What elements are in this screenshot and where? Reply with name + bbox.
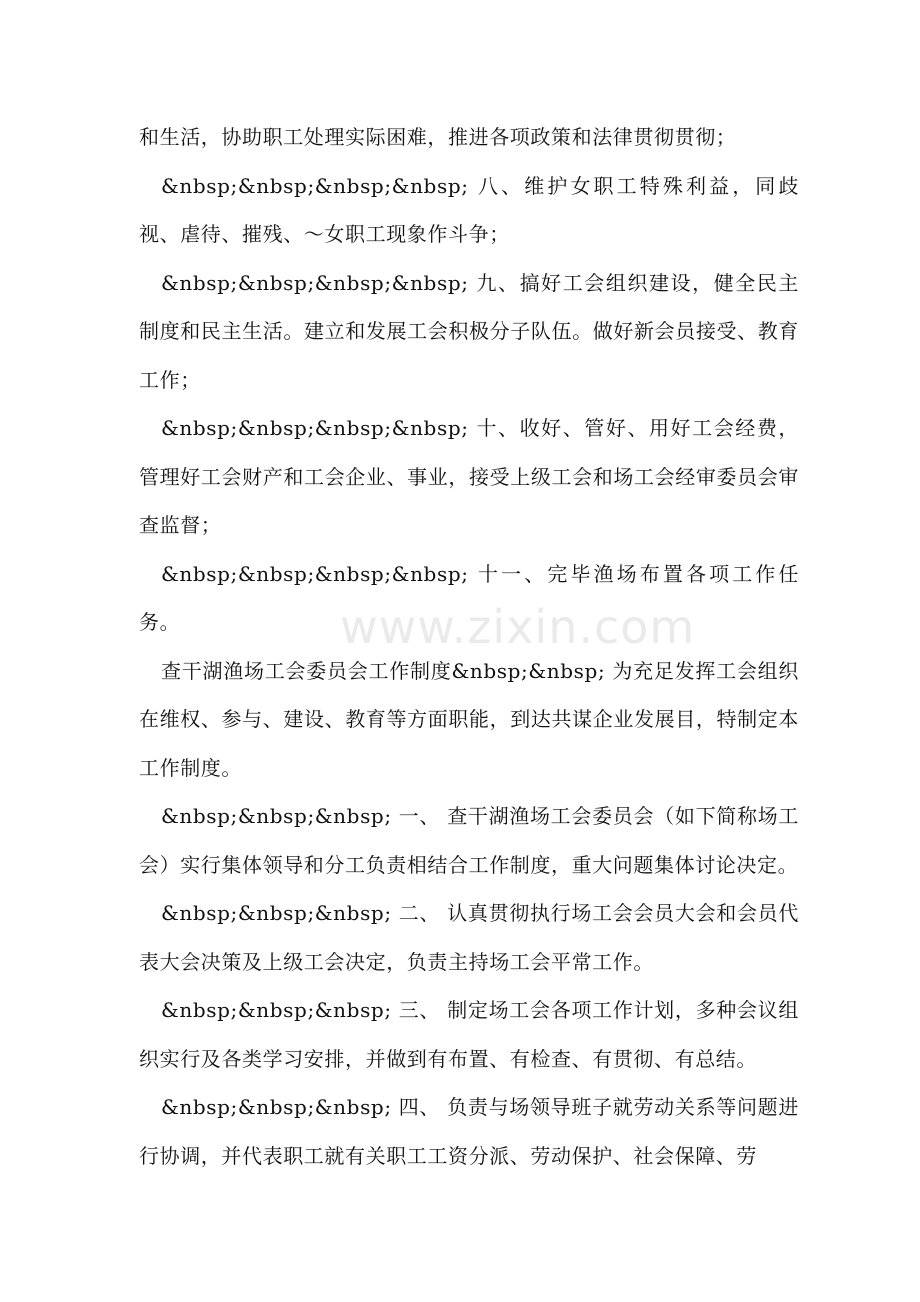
paragraph-item-8: &nbsp;&nbsp;&nbsp;&nbsp; 八、维护女职工特殊利益，同歧视、虐待、摧残、～女职工现象作斗争；	[139, 173, 799, 246]
watermark-text: www.zixin.com	[340, 600, 696, 654]
paragraph-item-11: &nbsp;&nbsp;&nbsp;&nbsp; 十一、完毕渔场布置各项工作任务。	[139, 561, 799, 634]
paragraph-system-intro: 查干湖渔场工会委员会工作制度&nbsp;&nbsp; 为充足发挥工会组织在维权、参与、建设、教育等方面职能，到达共谋企业发展目，特制定本工作制度。	[139, 658, 799, 780]
paragraph-rule-4: &nbsp;&nbsp;&nbsp; 四、 负责与场领导班子就劳动关系等问题进行协调，并代表职工就有关职工工资分派、劳动保护、社会保障、劳	[139, 1095, 799, 1168]
paragraph-rule-3: &nbsp;&nbsp;&nbsp; 三、 制定场工会各项工作计划，多种会议组织实行及各类学习安排，并做到有布置、有检查、有贯彻、有总结。	[139, 998, 799, 1071]
document-body	[139, 113, 799, 1180]
paragraph-rule-1: &nbsp;&nbsp;&nbsp; 一、 查干湖渔场工会委员会（如下简称场工会）实行集体领导和分工负责相结合工作制度，重大问题集体讨论决定。	[139, 804, 799, 877]
paragraph-continuation: 和生活，协助职工处理实际困难，推进各项政策和法律贯彻贯彻；	[139, 125, 737, 149]
paragraph-rule-2: &nbsp;&nbsp;&nbsp; 二、 认真贯彻执行场工会会员大会和会员代表大会决策及上级工会决定，负责主持场工会平常工作。	[139, 901, 799, 974]
paragraph-item-9: &nbsp;&nbsp;&nbsp;&nbsp; 九、搞好工会组织建设，健全民主制度和民主生活。建立和发展工会积极分子队伍。做好新会员接受、教育工作；	[139, 270, 799, 392]
paragraph-item-10: &nbsp;&nbsp;&nbsp;&nbsp; 十、收好、管好、用好工会经费，管理好工会财产和工会企业、事业，接受上级工会和场工会经审委员会审查监督；	[139, 416, 799, 537]
